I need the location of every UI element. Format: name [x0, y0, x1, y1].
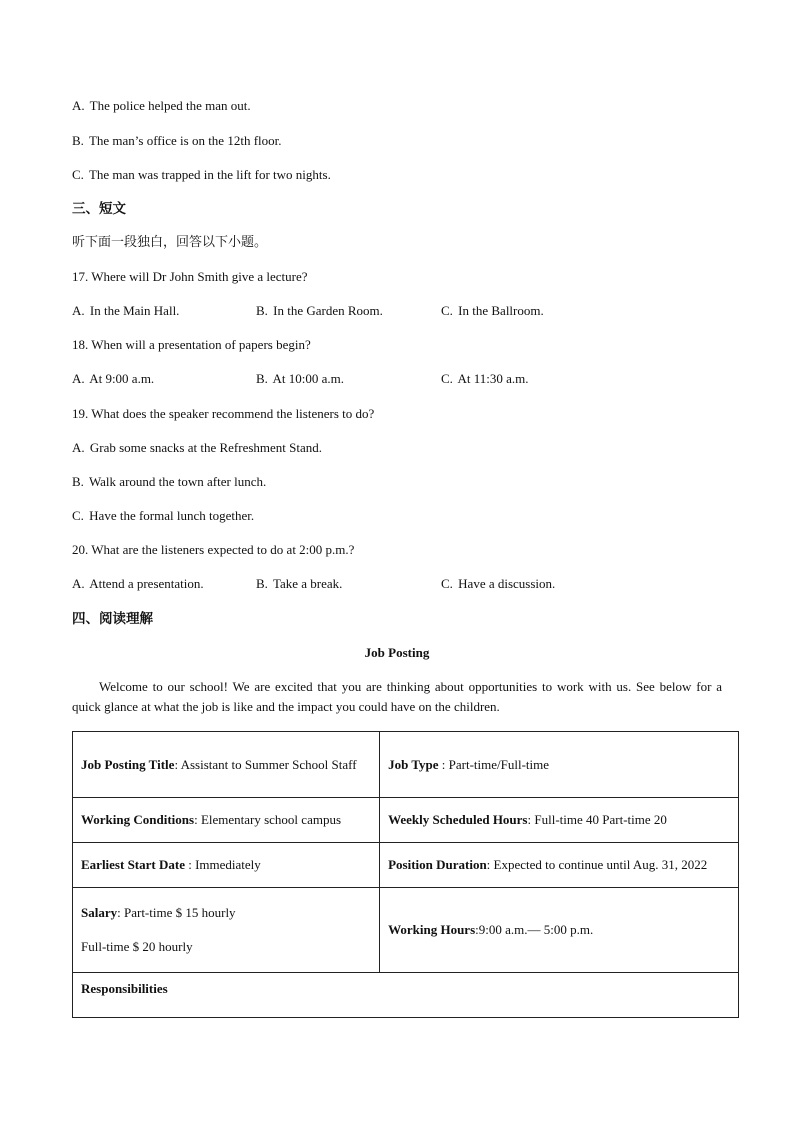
article-title: Job Posting	[364, 645, 430, 660]
q19-option-a: A. Grab some snacks at the Refreshment Stand.	[72, 440, 323, 455]
table-row	[73, 973, 739, 1018]
section-3-heading: 三、短文	[72, 201, 126, 217]
question-19-stem: 19. What does the speaker recommend the listeners to do?	[72, 406, 375, 421]
article-intro: Welcome to our school! We are excited that you are thinking about opportunities to work with us. See below for a quick glance at what the job is like and the impact you could have on the children.	[72, 679, 722, 714]
section-4-heading: 四、阅读理解	[72, 611, 153, 627]
start-date-cell: Earliest Start Date : Immediately	[73, 843, 380, 888]
question-20-options	[72, 576, 672, 592]
question-18-stem: 18. When will a presentation of papers begin?	[72, 337, 311, 352]
salary-fulltime: Full-time $ 20 hourly	[81, 939, 193, 954]
working-conditions-cell: Working Conditions: Elementary school campus	[73, 798, 380, 843]
working-hours-cell: Working Hours:9:00 a.m.— 5:00 p.m.	[380, 888, 739, 973]
table-row	[73, 843, 739, 888]
q17-option-a: A. In the Main Hall.	[72, 303, 180, 318]
q17-option-b: B. In the Garden Room.	[256, 303, 383, 318]
q19-option-b: B. Walk around the town after lunch.	[72, 474, 267, 489]
q18-option-c: C. At 11:30 a.m.	[441, 371, 529, 386]
table-row	[73, 798, 739, 843]
question-20-stem: 20. What are the listeners expected to do at 2:00 p.m.?	[72, 542, 355, 557]
job-type-cell: Job Type : Part-time/Full-time	[380, 732, 739, 798]
job-posting-table	[72, 731, 739, 1018]
q18-option-a: A. At 9:00 a.m.	[72, 371, 155, 386]
q17-option-c: C. In the Ballroom.	[441, 303, 544, 318]
table-row	[73, 888, 739, 973]
q20-option-b: B. Take a break.	[256, 576, 343, 591]
job-title-cell: Job Posting Title: Assistant to Summer School Staff	[73, 732, 380, 798]
section-3-instruction: 听下面一段独白，回答以下小题。	[72, 235, 268, 250]
prev-option-a: A. The police helped the man out.	[72, 98, 251, 113]
question-17-options	[72, 303, 672, 319]
position-duration-cell: Position Duration: Expected to continue until Aug. 31, 2022	[380, 843, 739, 888]
question-17-stem: 17. Where will Dr John Smith give a lecture?	[72, 269, 308, 284]
q20-option-a: A. Attend a presentation.	[72, 576, 204, 591]
prev-option-b: B. The man’s office is on the 12th floor.	[72, 133, 282, 148]
question-18-options	[72, 371, 672, 387]
table-row	[73, 732, 739, 798]
weekly-hours-cell: Weekly Scheduled Hours: Full-time 40 Part-time 20	[380, 798, 739, 843]
salary-parttime: Salary: Part-time $ 15 hourly	[81, 905, 236, 920]
responsibilities-cell: Responsibilities	[73, 973, 739, 1018]
q18-option-b: B. At 10:00 a.m.	[256, 371, 344, 386]
q20-option-c: C. Have a discussion.	[441, 576, 556, 591]
salary-cell	[73, 888, 380, 973]
q19-option-c: C. Have the formal lunch together.	[72, 508, 255, 523]
prev-option-c: C. The man was trapped in the lift for two nights.	[72, 167, 331, 182]
